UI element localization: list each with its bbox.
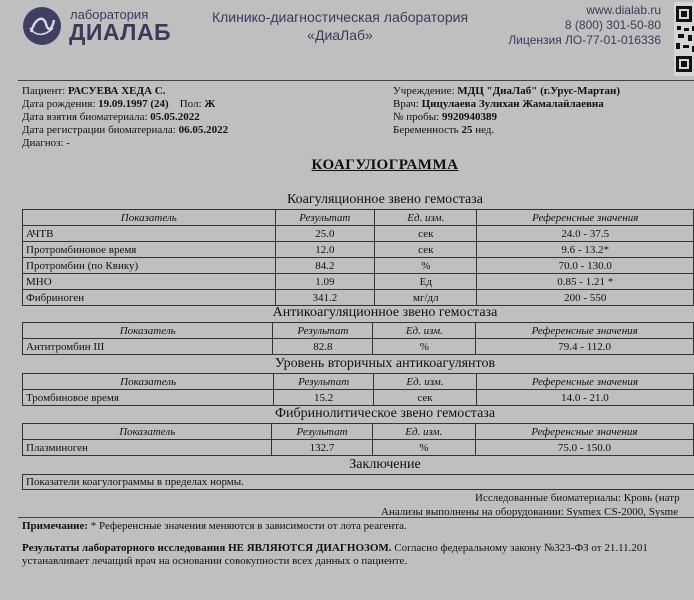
diagnosis-value: - [66,137,70,149]
col-reference: Референсные значения [477,210,694,226]
section-title: Коагуляционное звено гемостаза [287,192,483,207]
table-row: АЧТВ 25.0 сек 24.0 - 37.5 [23,226,694,242]
conclusion-title: Заключение [349,457,421,472]
col-indicator: Показатель [23,210,276,226]
diagnosis-row: Диагноз: - [22,137,70,149]
results-table-anticoagulation [22,322,694,355]
license-number: Лицензия ЛО-77-01-016336 [508,33,661,47]
col-unit: Ед. изм. [375,210,477,226]
table-header-row [23,210,694,226]
table-row: Антитромбин III 82.8 % 79.4 - 112.0 [23,339,694,355]
lab-subtitle: «ДиаЛаб» [307,27,373,43]
website-link[interactable]: www.dialab.ru [586,3,661,17]
logo-name: ДИАЛАБ [69,19,172,45]
logo-caption: лаборатория [70,7,149,22]
conclusion-text: Показатели коагулограммы в пределах нормы. [22,474,694,490]
table-row: Тромбиновое время 15.2 сек 14.0 - 21.0 [23,390,694,406]
results-table-secondary [22,373,694,406]
taken-row: Дата взятия биоматериала: 05.05.2022 [22,111,200,123]
patient-name: РАСУЕВА ХЕДА С. [67,85,166,97]
table-row: Протромбин (по Квику) 84.2 % 70.0 - 130.0 [23,258,694,274]
sample-row: № пробы: 9920940389 [393,111,497,123]
results-table-coagulation [22,209,694,306]
table-row: Фибриноген 341.2 мг/дл 200 - 550 [23,290,694,306]
registered-date: 06.05.2022 [178,124,229,136]
pregnancy-value: 25 [461,124,473,136]
biomaterial-note: Исследованные биоматериалы: Кровь (натр [475,492,680,504]
registered-row: Дата регистрации биоматериала: 06.05.2022 [22,124,229,136]
disclaimer-line2: устанавливает лечащий врач на основании совокупности всех данных о пациенте. [22,555,408,567]
table-header-row: Показатель Результат Ед. изм. Референсные значения [23,323,694,339]
institution-row: Учреждение: МДЦ "ДиаЛаб" (г.Урус-Мартан) [393,85,620,97]
section-title: Уровень вторичных антикоагулянтов [274,356,496,371]
table-header-row: Показатель Результат Ед. изм. Референсные значения [23,424,694,440]
dob-value: 19.09.1997 (24) [98,98,169,110]
taken-date: 05.05.2022 [150,111,200,123]
dialab-logo-icon [22,6,62,46]
table-header-row: Показатель Результат Ед. изм. Референсные значения [23,374,694,390]
section-title: Антикоагуляционное звено гемостаза [272,305,498,320]
sex-value: Ж [204,98,216,110]
sample-value: 9920940389 [441,111,497,123]
section-title: Фибринолитическое звено гемостаза [274,406,496,421]
doctor-row: Врач: Цицулаева Зулихан Жамалайлаевна [393,98,604,110]
header-divider [18,80,694,81]
table-row: МНО 1.09 Ед 0.85 - 1.21 * [23,274,694,290]
lab-title: Клинико-диагностическая лаборатория [211,9,469,25]
reference-note: Примечание: * Референсные значения меняются в зависимости от лота реагента. [22,520,407,532]
equipment-note: Анализы выполнены на оборудовании: Sysmex CS-2000, Sysme [381,506,679,518]
doctor-value: Цицулаева Зулихан Жамалайлаевна [421,98,604,110]
table-row: Протромбиновое время 12.0 сек 9.6 - 13.2* [23,242,694,258]
col-result: Результат [275,210,375,226]
institution-value: МДЦ "ДиаЛаб" (г.Урус-Мартан) [457,85,620,97]
report-title: КОАГУЛОГРАММА [311,157,459,173]
patient-name-row: Пациент: РАСУЕВА ХЕДА С. [22,85,166,97]
results-table-fibrinolytic [22,423,694,456]
qr-code-icon [674,2,694,76]
phone-number: 8 (800) 301-50-80 [564,18,661,32]
disclaimer: Результаты лабораторного исследования НЕ ЯВЛЯЮТСЯ ДИАГНОЗОМ. Согласно федеральному закону №323-ФЗ от 21.11.201 [22,542,648,554]
footer-divider [18,517,694,518]
dob-row: Дата рождения: 19.09.1997 (24) Пол: Ж [22,98,216,110]
table-row: Плазминоген 132.7 % 75.0 - 150.0 [23,440,694,456]
pregnancy-row: Беременность 25 нед. [393,124,495,136]
